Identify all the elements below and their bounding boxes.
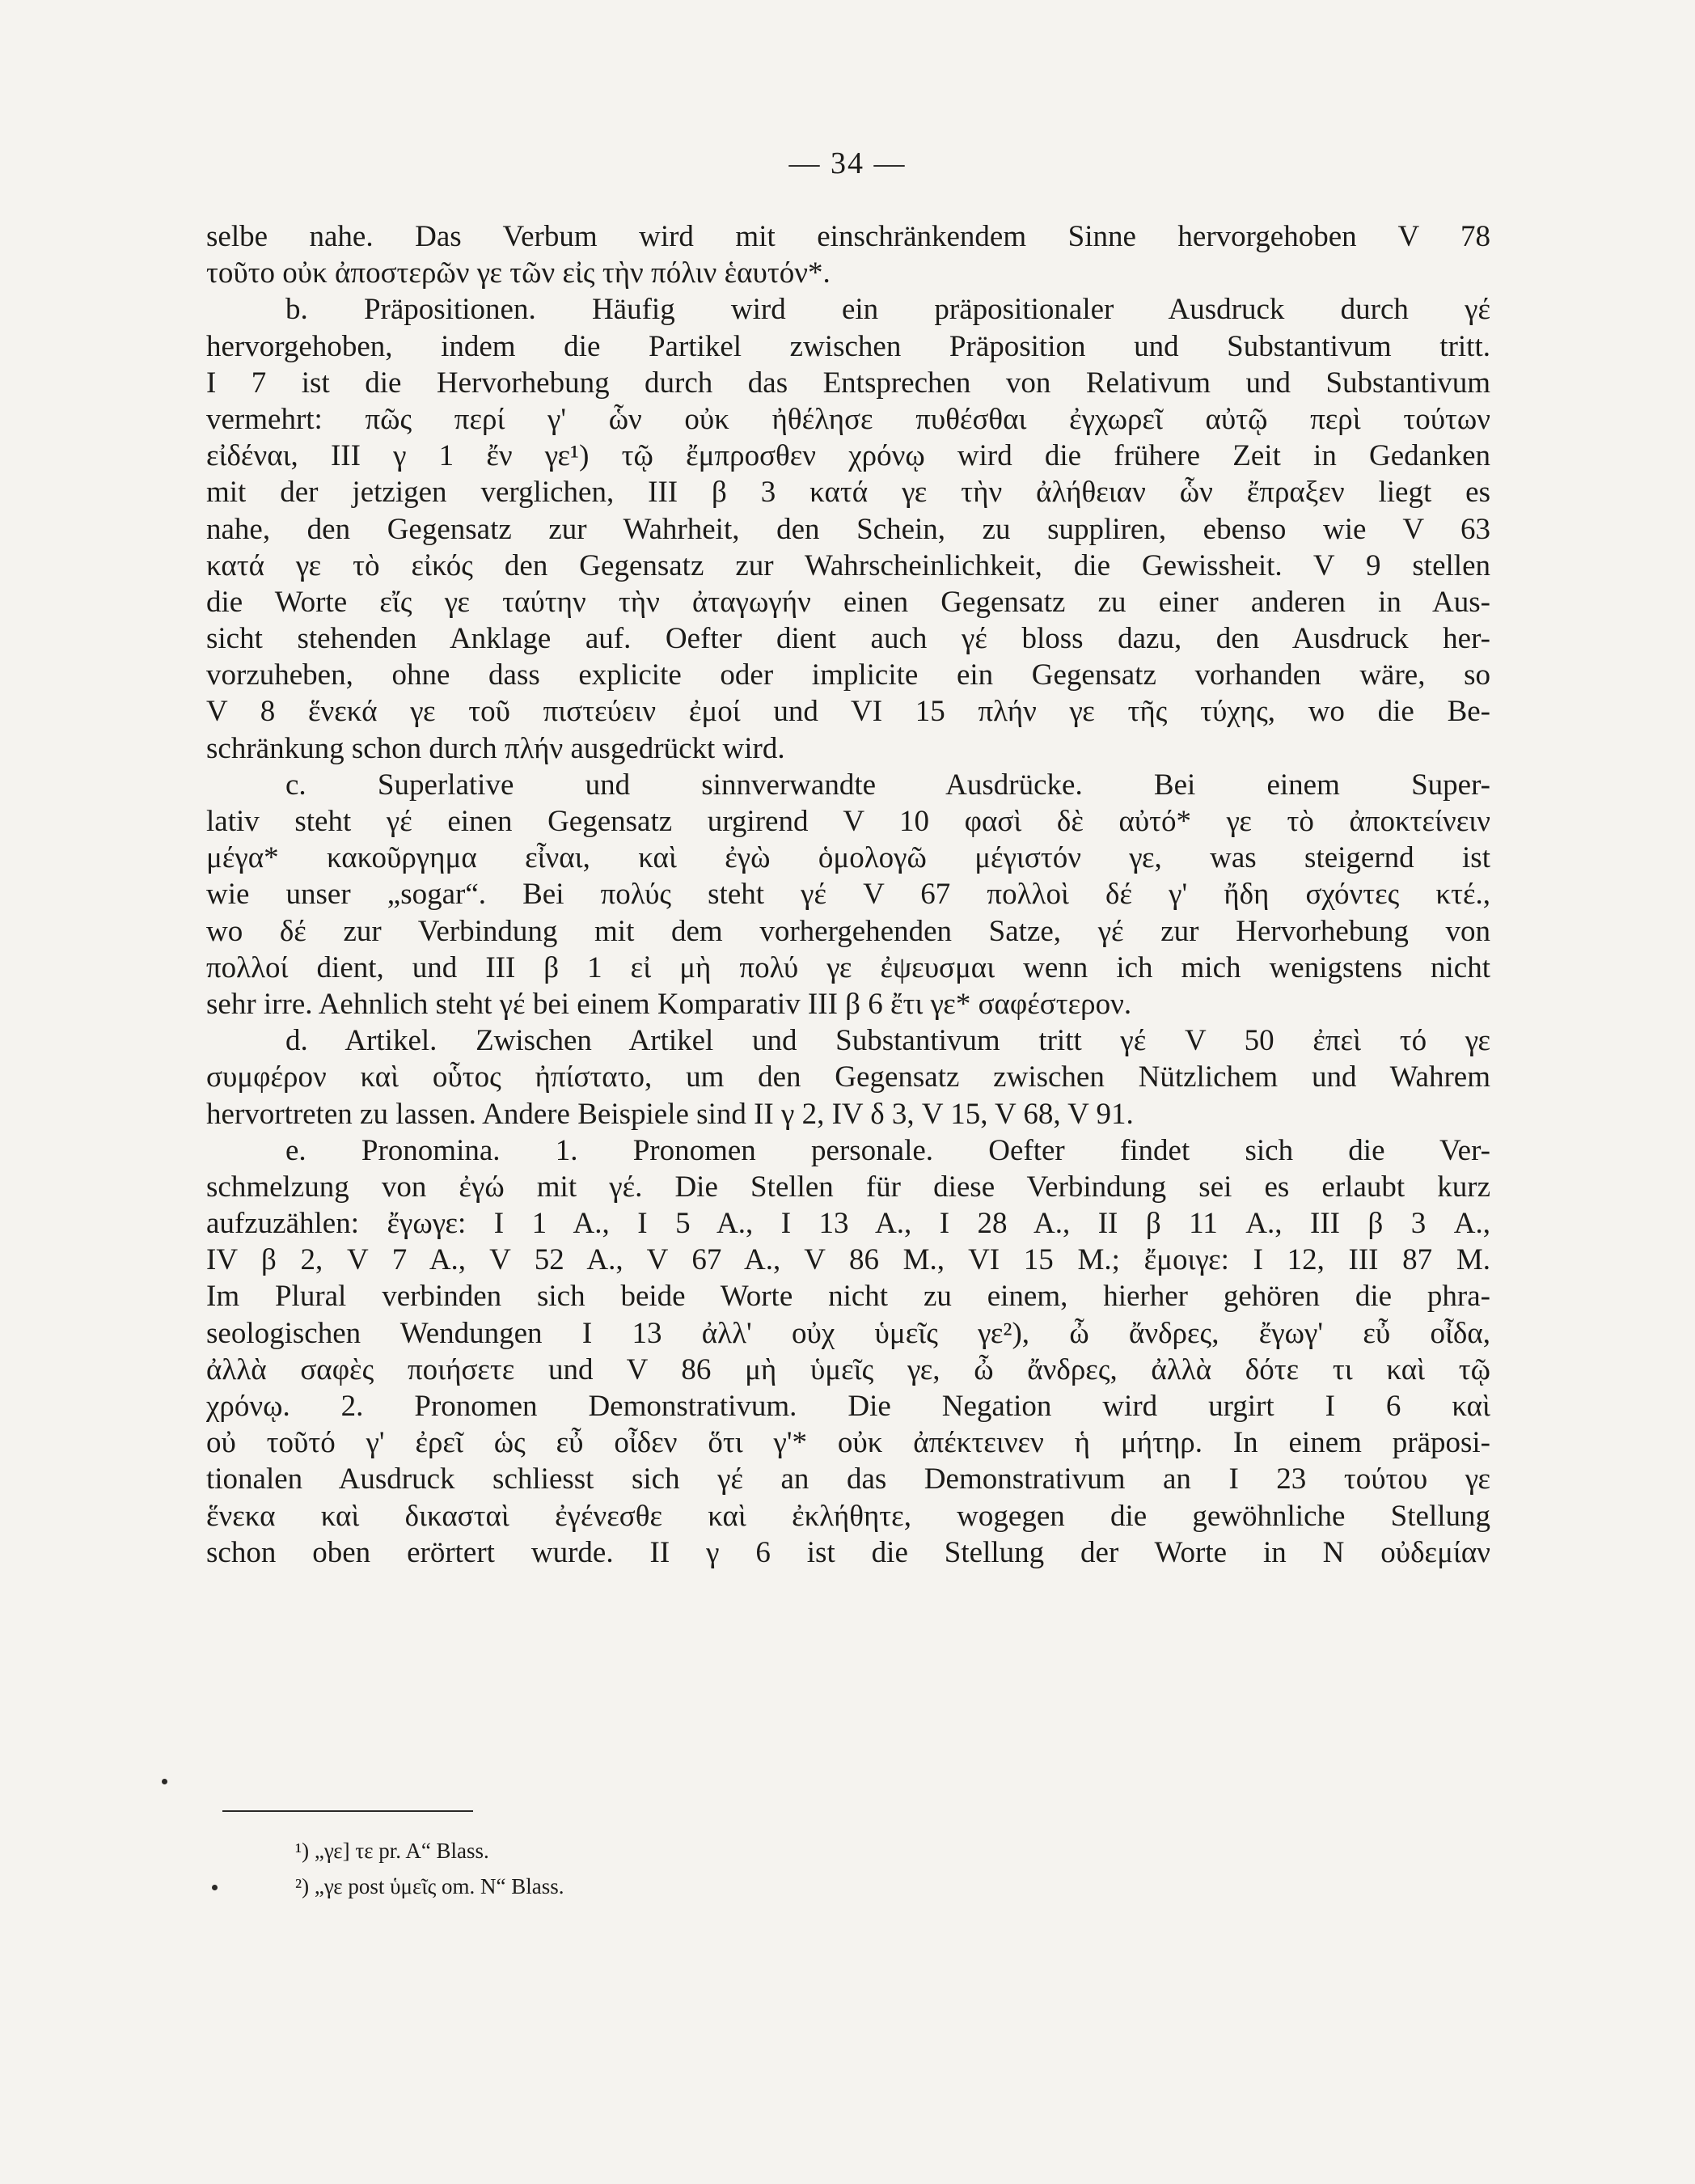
text-line: tionalen Ausdruck schliesst sich γέ an das Demonstrativum an I 23 τούτου γε [206,1462,1490,1496]
text-line: πολλοί dient, und III β 1 εἰ μὴ πολύ γε ἐψευσμαι wenn ich mich wenigstens nicht [206,950,1490,984]
text-line: seologischen Wendungen I 13 ἀλλ' οὐχ ὑμεῖς γε²), ὦ ἄνδρες, ἔγωγ' εὖ οἶδα, [206,1316,1490,1350]
text-line: vermehrt: πῶς περί γ' ὧν οὐκ ἠθέλησε πυθέσθαι ἐγχωρεῖ αὐτῷ περὶ τούτων [206,402,1490,436]
text-line: τοῦτο οὐκ ἀποστερῶν γε τῶν εἰς τὴν πόλιν ἑαυτόν*. [206,256,831,290]
text-line: Im Plural verbinden sich beide Worte nicht zu einem, hierher gehören die phra- [206,1280,1490,1314]
text-line: die Worte εἴς γε ταύτην τὴν ἀταγωγήν einen Gegensatz zu einer anderen in Aus- [206,585,1490,619]
text-line: sehr irre. Aehnlich steht γέ bei einem Komparativ III β 6 ἔτι γε* σαφέστερον. [206,987,1132,1021]
text-line: aufzuzählen: ἔγωγε: I 1 A., I 5 A., I 13 A., I 28 A., II β 11 A., III β 3 A., [206,1207,1490,1241]
section-heading-line: b. Präpositionen. Häufig wird ein präpositionaler Ausdruck durch γέ [285,293,1490,327]
text-line: wie unser „sogar“. Bei πολύς steht γέ V 67 πολλοὶ δέ γ' ἤδη σχόντες κτέ., [206,878,1490,912]
footnote-divider [222,1810,473,1812]
text-line: ἀλλὰ σαφὲς ποιήσετε und V 86 μὴ ὑμεῖς γε, ὦ ἄνδρες, ἀλλὰ δότε τι καὶ τῷ [206,1352,1490,1386]
text-line: μέγα* κακοῦργημα εἶναι, καὶ ἐγὼ ὁμολογῶ μέγιστόν γε, was steigernd ist [206,841,1490,875]
text-line: ἕνεκα καὶ δικασταὶ ἐγένεσθε καὶ ἐκλήθητε, wogegen die gewöhnliche Stellung [206,1499,1490,1533]
section-heading-line: e. Pronomina. 1. Pronomen personale. Oefter findet sich die Ver- [285,1133,1490,1167]
text-line: schmelzung von ἐγώ mit γέ. Die Stellen für diese Verbindung sei es erlaubt kurz [206,1170,1490,1204]
paper-speck [162,1779,167,1784]
section-heading-line: c. Superlative und sinnverwandte Ausdrücke. Bei einem Super- [285,768,1490,802]
text-line: schon oben erörtert wurde. II γ 6 ist die Stellung der Worte in N οὐδεμίαν [206,1535,1490,1569]
text-line: IV β 2, V 7 A., V 52 A., V 67 A., V 86 M., VI 15 M.; ἔμοιγε: I 12, III 87 M. [206,1243,1490,1277]
paper-speck [212,1885,218,1890]
text-line: mit der jetzigen verglichen, III β 3 κατά γε τὴν ἀλήθειαν ὧν ἔπραξεν liegt es [206,476,1490,510]
section-heading-line: d. Artikel. Zwischen Artikel und Substantivum tritt γέ V 50 ἐπεὶ τό γε [285,1024,1490,1058]
text-line: selbe nahe. Das Verbum wird mit einschränkendem Sinne hervorgehoben V 78 [206,220,1490,253]
text-line: hervortreten zu lassen. Andere Beispiele sind II γ 2, IV δ 3, V 15, V 68, V 91. [206,1097,1134,1131]
text-line: I 7 ist die Hervorhebung durch das Entsprechen von Relativum und Substantivum [206,366,1490,400]
page-number: — 34 — [788,146,907,180]
text-line: vorzuheben, ohne dass explicite oder implicite ein Gegensatz vorhanden wäre, so [206,658,1490,692]
text-line: οὐ τοῦτό γ' ἐρεῖ ὡς εὖ οἶδεν ὅτι γ'* οὐκ ἀπέκτεινεν ἡ μήτηρ. In einem präposi- [206,1426,1490,1460]
text-line: sicht stehenden Anklage auf. Oefter dient auch γέ bloss dazu, den Ausdruck her- [206,622,1490,656]
text-line: εἰδέναι, III γ 1 ἔν γε¹) τῷ ἔμπροσθεν χρόνῳ wird die frühere Zeit in Gedanken [206,439,1490,473]
text-line: wo δέ zur Verbindung mit dem vorhergehenden Satze, γέ zur Hervorhebung von [206,914,1490,948]
body-text [206,218,1490,1571]
text-line: V 8 ἕνεκά γε τοῦ πιστεύειν ἐμοί und VI 15 πλήν γε τῆς τύχης, wo die Be- [206,695,1490,729]
text-line: χρόνῳ. 2. Pronomen Demonstrativum. Die Negation wird urgirt I 6 καὶ [206,1390,1490,1423]
text-line: schränkung schon durch πλήν ausgedrückt wird. [206,731,785,765]
text-line: συμφέρον καὶ οὗτος ἠπίστατο, um den Gegensatz zwischen Nützlichem und Wahrem [206,1060,1490,1094]
footnotes [295,1833,1023,1904]
text-line: κατά γε τὸ εἰκός den Gegensatz zur Wahrscheinlichkeit, die Gewissheit. V 9 stellen [206,548,1490,582]
footnote: ¹) „γε] τε pr. A“ Blass. [295,1839,489,1863]
text-line: hervorgehoben, indem die Partikel zwischen Präposition und Substantivum tritt. [206,329,1490,363]
text-line: lativ steht γέ einen Gegensatz urgirend V 10 φασὶ δὲ αὐτό* γε τὸ ἀποκτείνειν [206,805,1490,838]
text-line: nahe, den Gegensatz zur Wahrheit, den Schein, zu suppliren, ebenso wie V 63 [206,512,1490,546]
footnote: ²) „γε post ὑμεῖς om. N“ Blass. [295,1874,564,1898]
